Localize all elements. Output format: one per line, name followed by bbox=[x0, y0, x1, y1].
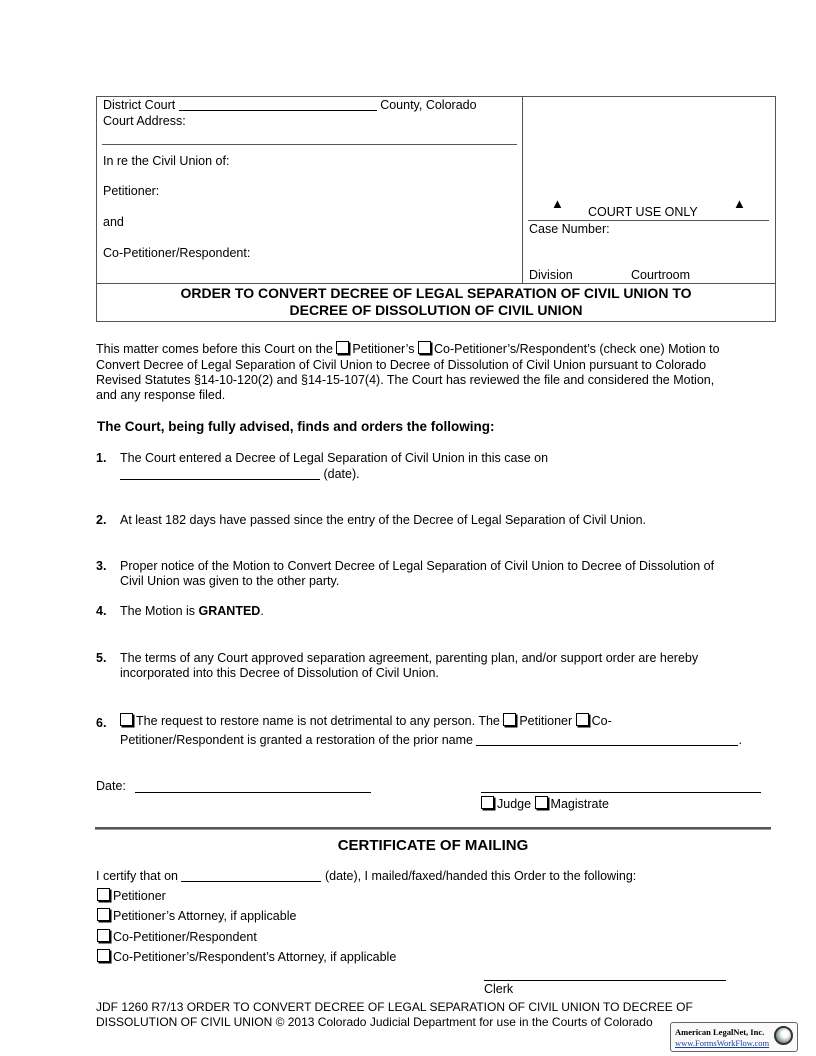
findings-heading: The Court, being fully advised, finds and orders the following: bbox=[97, 419, 495, 434]
petitioner-checkbox[interactable] bbox=[336, 341, 349, 354]
intro-line4: and any response filed. bbox=[96, 388, 226, 402]
judge-checkbox[interactable] bbox=[481, 796, 494, 809]
caption-divider-vertical bbox=[522, 97, 523, 284]
judge-label: Judge bbox=[497, 797, 532, 811]
magistrate-checkbox[interactable] bbox=[535, 796, 548, 809]
courtroom-label: Courtroom bbox=[631, 268, 691, 282]
item-6-line1 bbox=[120, 713, 612, 729]
prior-name-field[interactable] bbox=[476, 733, 738, 746]
recipient-petitioner-attorney-checkbox[interactable] bbox=[97, 908, 110, 921]
item-6-line2-text: Petitioner/Respondent is granted a restoration of the prior name bbox=[120, 733, 473, 747]
item-5-number: 5. bbox=[96, 651, 107, 665]
in-re-label: In re the Civil Union of: bbox=[103, 154, 230, 168]
certify-line bbox=[96, 869, 636, 884]
item-4-line bbox=[120, 604, 264, 619]
footer-line1: JDF 1260 R7/13 ORDER TO CONVERT DECREE OF LEGAL SEPARATION OF CIVIL UNION TO DECREE OF bbox=[96, 1000, 693, 1014]
item-2-text: At least 182 days have passed since the entry of the Decree of Legal Separation of Civil Union. bbox=[120, 513, 647, 527]
recipient-petitioner-attorney bbox=[97, 908, 296, 924]
intro-line1 bbox=[96, 341, 768, 357]
item-1-text: The Court entered a Decree of Legal Separation of Civil Union in this case on bbox=[120, 451, 549, 465]
recipient-co-petitioner-attorney bbox=[97, 949, 396, 965]
recipient-co-petitioner-checkbox[interactable] bbox=[97, 929, 110, 942]
case-number-label: Case Number: bbox=[529, 222, 610, 236]
item-5-line2: incorporated into this Decree of Dissolution of Civil Union. bbox=[120, 666, 439, 680]
court-address-rule bbox=[102, 144, 517, 145]
clerk-signature-field[interactable] bbox=[484, 968, 726, 981]
page-title-line2: DECREE OF DISSOLUTION OF CIVIL UNION bbox=[289, 302, 583, 318]
item-5-line1: The terms of any Court approved separation agreement, parenting plan, and/or support order are hereby bbox=[120, 651, 699, 665]
item-6-co-petitioner-checkbox[interactable] bbox=[576, 713, 589, 726]
item-1-date-line bbox=[120, 467, 360, 482]
co-petitioner-option-label: Co-Petitioner’s/Respondent’s (check one) Motion to bbox=[433, 342, 720, 356]
footer-line2: DISSOLUTION OF CIVIL UNION © 2013 Colorado Judicial Department for use in the Courts of Colorado bbox=[96, 1015, 653, 1029]
item-6-line2 bbox=[120, 733, 742, 748]
recipient-co-petitioner bbox=[97, 929, 257, 945]
item-6-end: . bbox=[738, 733, 742, 747]
court-address-label: Court Address: bbox=[103, 114, 186, 128]
publisher-url: www.FormsWorkFlow.com bbox=[675, 1038, 770, 1048]
and-label: and bbox=[103, 215, 124, 229]
item-6-petitioner-checkbox[interactable] bbox=[503, 713, 516, 726]
judge-signature-field[interactable] bbox=[481, 780, 761, 793]
item-3-line1: Proper notice of the Motion to Convert Decree of Legal Separation of Civil Union to Decree of Dissolution of bbox=[120, 559, 715, 573]
date-label: Date: bbox=[96, 779, 126, 793]
division-label: Division bbox=[529, 268, 573, 282]
item-3-number: 3. bbox=[96, 559, 107, 573]
restore-name-checkbox[interactable] bbox=[120, 713, 133, 726]
recipient-co-petitioner-attorney-checkbox[interactable] bbox=[97, 949, 110, 962]
section-divider bbox=[95, 827, 771, 830]
item-3-line2: Civil Union was given to the other party. bbox=[120, 574, 340, 588]
item-6-text: The request to restore name is not detrimental to any person. The bbox=[136, 714, 500, 728]
order-date-field[interactable] bbox=[135, 780, 371, 793]
publisher-name: American LegalNet, Inc. bbox=[675, 1027, 765, 1037]
co-petitioner-label: Co-Petitioner/Respondent: bbox=[103, 246, 251, 260]
certificate-heading: CERTIFICATE OF MAILING bbox=[337, 837, 529, 854]
item-2-number: 2. bbox=[96, 513, 107, 527]
intro-text: This matter comes before this Court on the bbox=[96, 342, 333, 356]
recipient-petitioner-attorney-label: Petitioner’s Attorney, if applicable bbox=[113, 909, 297, 923]
item-6-petitioner-label: Petitioner bbox=[519, 714, 573, 728]
page-title-line1: ORDER TO CONVERT DECREE OF LEGAL SEPARATION OF CIVIL UNION TO bbox=[180, 285, 692, 301]
item-4-number: 4. bbox=[96, 604, 107, 618]
decree-date-field[interactable] bbox=[120, 467, 320, 480]
item-6-co-label: Co- bbox=[591, 714, 612, 728]
clerk-label: Clerk bbox=[484, 982, 514, 996]
item-4-end: . bbox=[260, 604, 264, 618]
county-field[interactable] bbox=[179, 98, 377, 111]
judge-magistrate-options bbox=[481, 796, 609, 812]
intro-line3: Revised Statutes §14-10-120(2) and §14-15-107(4). The Court has reviewed the file and considered the Motion, bbox=[96, 373, 715, 387]
item-1-suffix: (date). bbox=[323, 467, 360, 481]
publisher-badge bbox=[670, 1022, 798, 1052]
court-use-rule bbox=[528, 220, 769, 221]
recipient-petitioner-label: Petitioner bbox=[113, 889, 166, 903]
co-petitioner-checkbox[interactable] bbox=[418, 341, 431, 354]
recipient-petitioner bbox=[97, 888, 166, 904]
county-label: County, Colorado bbox=[380, 98, 477, 112]
recipient-co-petitioner-label: Co-Petitioner/Respondent bbox=[113, 930, 257, 944]
petitioner-option-label: Petitioner’s bbox=[352, 342, 415, 356]
certify-prefix: I certify that on bbox=[96, 869, 178, 883]
petitioner-label: Petitioner: bbox=[103, 184, 160, 198]
magistrate-label: Magistrate bbox=[550, 797, 609, 811]
certify-suffix: (date), I mailed/faxed/handed this Order to the following: bbox=[324, 869, 637, 883]
globe-icon bbox=[774, 1026, 793, 1045]
item-4-text: The Motion is bbox=[120, 604, 196, 618]
granted-text: GRANTED bbox=[198, 604, 261, 618]
court-use-only: COURT USE ONLY bbox=[588, 205, 698, 219]
district-court-label: District Court bbox=[103, 98, 176, 112]
intro-line2: Convert Decree of Legal Separation of Civil Union to Decree of Dissolution of Civil Union pursuant to Colorado bbox=[96, 358, 707, 372]
district-court-line bbox=[103, 98, 477, 113]
mailing-date-field[interactable] bbox=[181, 869, 321, 882]
item-6-number: 6. bbox=[96, 716, 107, 730]
triangle-right-icon: ▲ bbox=[733, 196, 746, 211]
item-1-number: 1. bbox=[96, 451, 107, 465]
triangle-left-icon: ▲ bbox=[551, 196, 564, 211]
caption-divider-horizontal bbox=[97, 283, 775, 284]
recipient-petitioner-checkbox[interactable] bbox=[97, 888, 110, 901]
recipient-co-petitioner-attorney-label: Co-Petitioner’s/Respondent’s Attorney, if applicable bbox=[113, 950, 397, 964]
